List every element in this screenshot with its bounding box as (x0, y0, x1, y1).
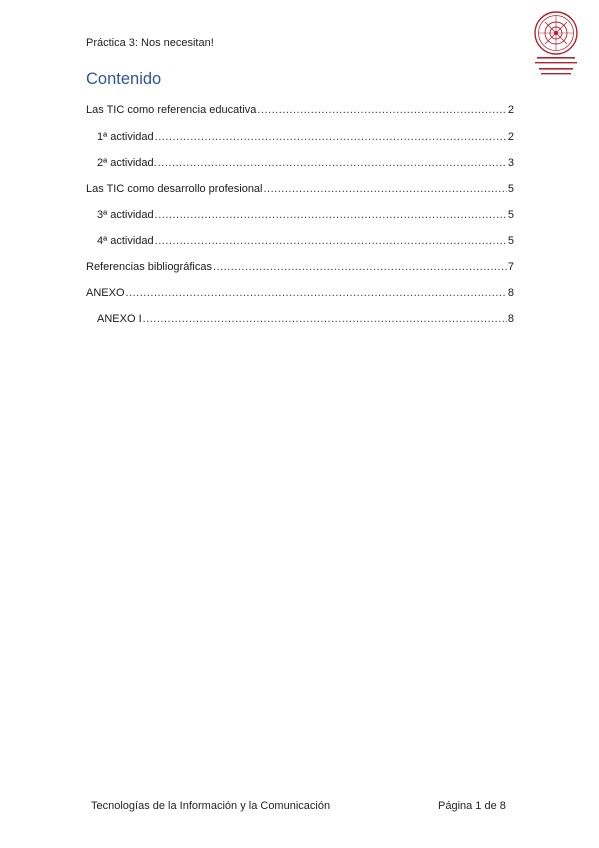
toc-leader-dots (155, 131, 507, 143)
toc-entry-page: 8 (507, 313, 514, 325)
toc-entry[interactable] (97, 157, 514, 173)
toc-entry-label: Referencias bibliográficas (86, 261, 212, 273)
toc-entry-page: 7 (507, 261, 514, 273)
footer-page-number: Página 1 de 8 (438, 800, 506, 812)
toc-entry-page: 5 (507, 235, 514, 247)
toc-entry[interactable] (86, 287, 514, 303)
toc-leader-dots (155, 235, 507, 247)
toc-leader-dots (155, 209, 507, 221)
toc-entry-page: 8 (507, 287, 514, 299)
toc-entry[interactable] (86, 261, 514, 277)
toc-leader-dots (257, 104, 506, 116)
university-logo (531, 10, 581, 78)
toc-entry[interactable] (97, 235, 514, 251)
toc-leader-dots (158, 157, 507, 169)
toc-entry[interactable] (97, 313, 514, 329)
toc-entry[interactable] (86, 183, 514, 199)
toc-entry-page: 2 (507, 104, 514, 116)
toc-entry-label: ANEXO (86, 287, 125, 299)
toc-entry[interactable] (86, 104, 514, 120)
toc-entry[interactable] (97, 209, 514, 225)
toc-entry-label: Las TIC como referencia educativa (86, 104, 257, 116)
toc-heading: Contenido (86, 70, 162, 88)
toc-entry-label: 2ª actividad. (97, 157, 157, 169)
toc-entry-page: 2 (507, 131, 514, 143)
toc-leader-dots (264, 183, 507, 195)
toc-entry-label: Las TIC como desarrollo profesional (86, 183, 263, 195)
toc-entry-page: 5 (507, 183, 514, 195)
header-title: Práctica 3: Nos necesitan! (86, 37, 214, 49)
footer-course-title: Tecnologías de la Información y la Comunicación (91, 800, 331, 812)
toc-entry-label: 4ª actividad (97, 235, 154, 247)
toc-leader-dots (213, 261, 507, 273)
toc-entry-label: 1ª actividad (97, 131, 154, 143)
toc-leader-dots (126, 287, 507, 299)
toc-entry-label: 3ª actividad (97, 209, 154, 221)
toc-entry-page: 3 (507, 157, 514, 169)
toc-entry-page: 5 (507, 209, 514, 221)
toc-entry-label: ANEXO I (97, 313, 142, 325)
toc-entry[interactable] (97, 131, 514, 147)
toc-leader-dots (143, 313, 507, 325)
